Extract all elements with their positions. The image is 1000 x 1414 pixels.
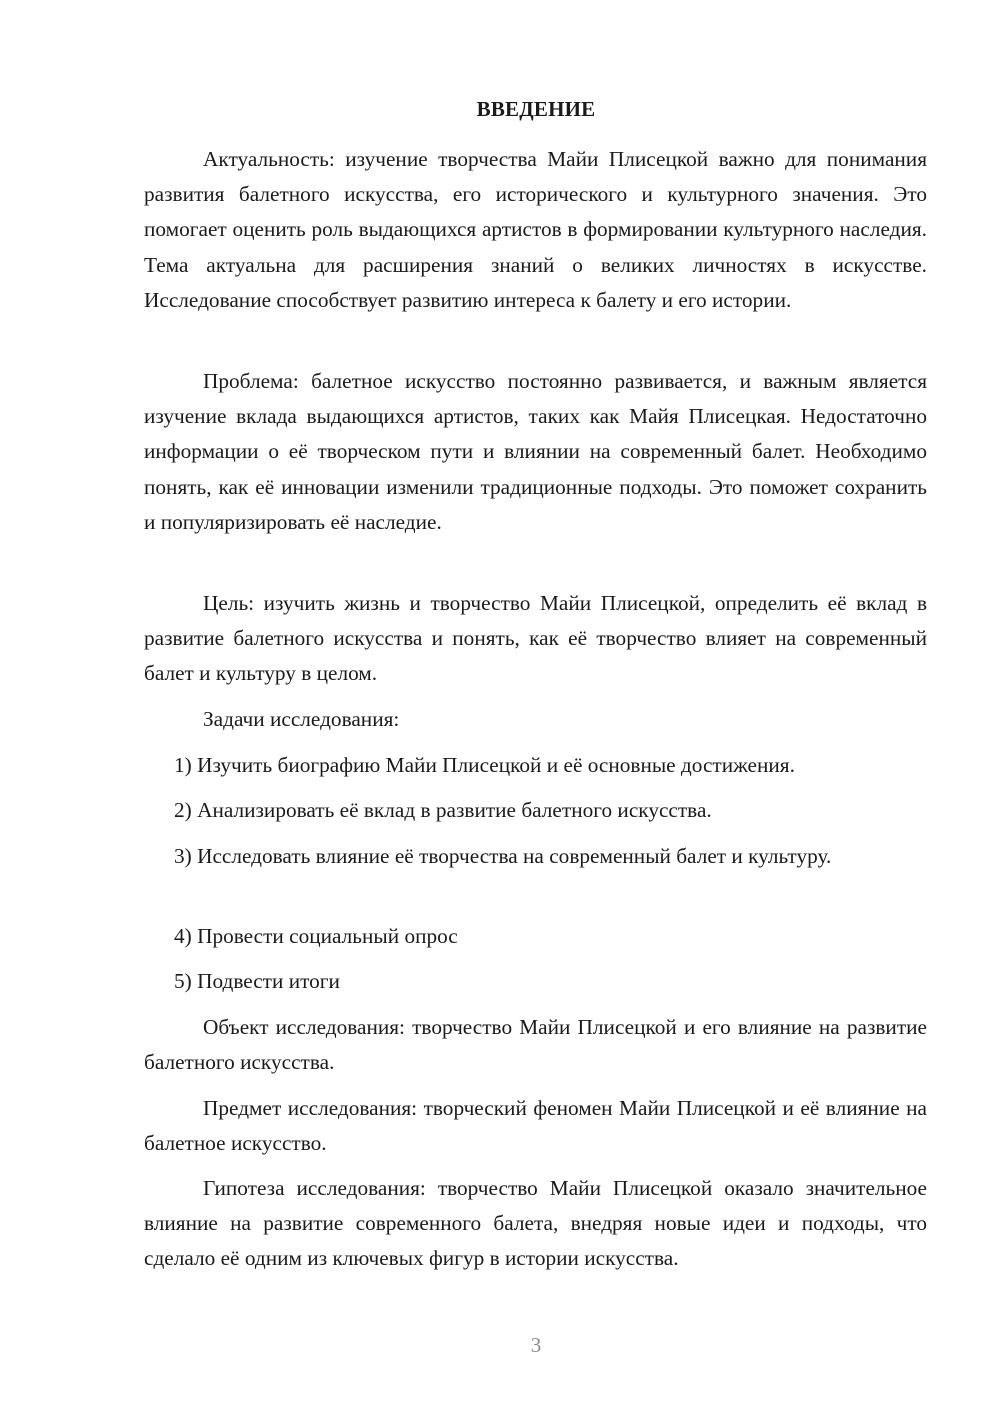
task-item-2: 2) Анализировать её вклад в развитие балетного искусства. bbox=[174, 798, 712, 822]
hypothesis-paragraph: Гипотеза исследования: творчество Майи Плисецкой оказало значительное влияние на развитие современного балета, внедряя новые идеи и подходы, что сделало её одним из ключевых фигур в истории искусства. bbox=[144, 1176, 927, 1271]
object-paragraph: Объект исследования: творчество Майи Плисецкой и его влияние на развитие балетного искусства. bbox=[144, 1015, 927, 1075]
relevance-paragraph: Актуальность: изучение творчества Майи Плисецкой важно для понимания развития балетного искусства, его исторического и культурного значения. Это помогает оценить роль выдающихся артистов в формировании культурного наследия. Тема актуальна для расширения знаний о великих личностях в искусстве. Исследование способствует развитию интереса к балету и его истории. bbox=[144, 147, 927, 312]
task-item-4: 4) Провести социальный опрос bbox=[174, 924, 458, 948]
problem-paragraph: Проблема: балетное искусство постоянно развивается, и важным является изучение вклада выдающихся артистов, таких как Майя Плисецкая. Недостаточно информации о её творческом пути и влиянии на современный балет. Необходимо понять, как её инновации изменили традиционные подходы. Это поможет сохранить и популяризировать её наследие. bbox=[144, 369, 927, 534]
task-item-3: 3) Исследовать влияние её творчества на современный балет и культуру. bbox=[174, 844, 832, 868]
page-number: 3 bbox=[530, 1333, 542, 1357]
goal-paragraph: Цель: изучить жизнь и творчество Майи Плисецкой, определить её вклад в развитие балетного искусства и понять, как её творчество влияет на современный балет и культуру в целом. bbox=[144, 591, 927, 686]
subject-paragraph: Предмет исследования: творческий феномен Майи Плисецкой и её влияние на балетное искусство. bbox=[144, 1096, 927, 1156]
page-title: ВВЕДЕНИЕ bbox=[476, 97, 596, 121]
tasks-heading: Задачи исследования: bbox=[203, 707, 400, 731]
task-item-1: 1) Изучить биографию Майи Плисецкой и её основные достижения. bbox=[174, 753, 795, 777]
task-item-5: 5) Подвести итоги bbox=[174, 969, 340, 993]
